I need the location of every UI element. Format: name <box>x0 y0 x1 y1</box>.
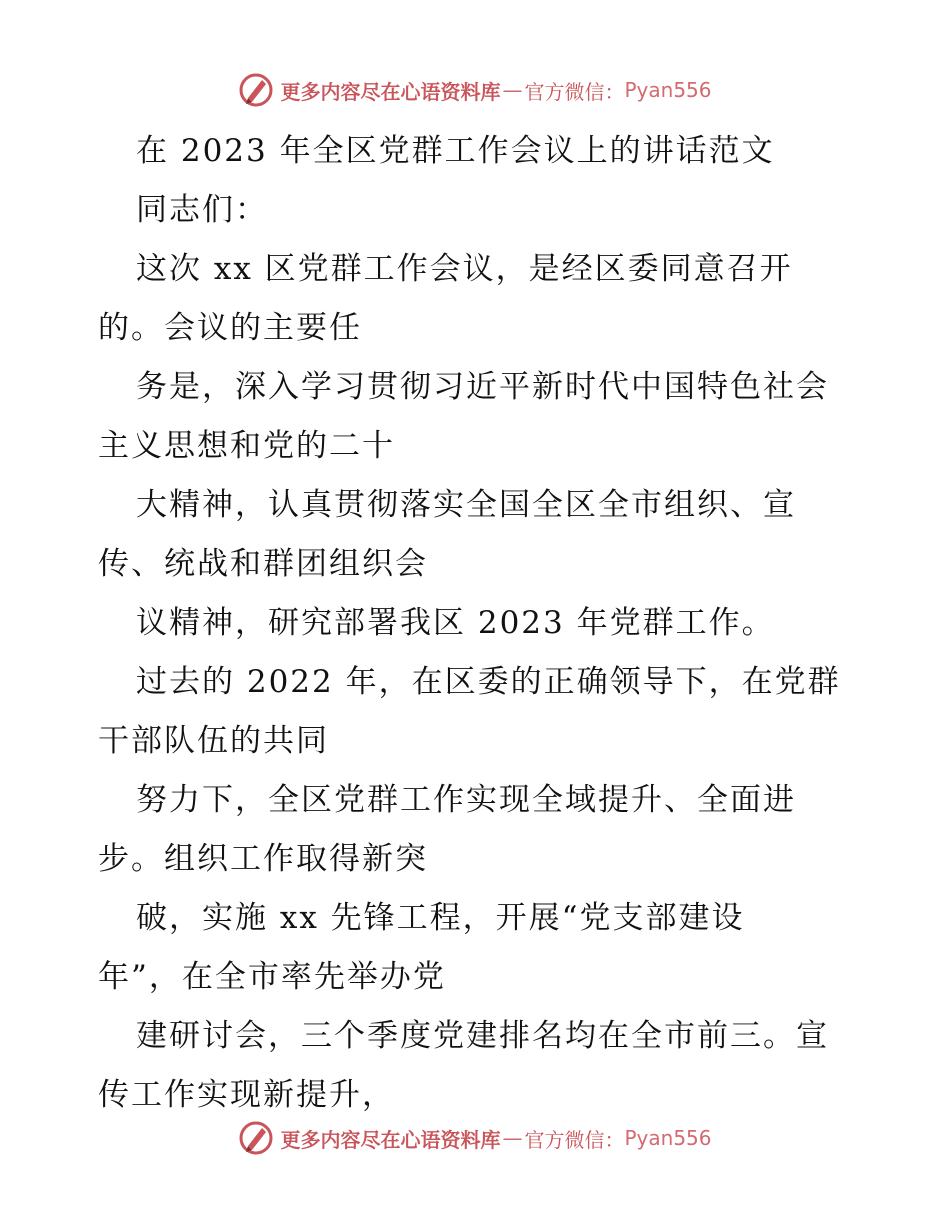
watermark-text <box>280 76 711 105</box>
top-watermark-banner <box>0 70 950 110</box>
text-line: 议精神，研究部署我区 2023 年党群工作。 <box>136 605 775 641</box>
text-line: 步。组织工作取得新突 <box>98 841 428 877</box>
text-line: 干部队伍的共同 <box>98 723 329 759</box>
pen-logo-icon <box>238 72 274 108</box>
watermark-wechat-id: Pyan556 <box>624 78 712 102</box>
text-line: 这次 xx 区党群工作会议，是经区委同意召开 <box>136 251 793 287</box>
text-line: 大精神，认真贯彻落实全国全区全市组织、宣 <box>136 487 796 523</box>
watermark-main-text: 更多内容尽在心语资料库 <box>280 79 501 104</box>
document-body <box>98 122 868 1125</box>
watermark-label: 官方微信： <box>524 79 625 104</box>
watermark-main-text: 更多内容尽在心语资料库 <box>280 1127 501 1152</box>
watermark-separator: — <box>502 78 523 102</box>
text-line: 主义思想和党的二十 <box>98 428 395 464</box>
document-title: 在 2023 年全区党群工作会议上的讲话范文 <box>136 133 775 169</box>
text-line: 年”，在全市率先举办党 <box>98 959 446 995</box>
text-line: 的。会议的主要任 <box>98 310 362 346</box>
watermark-separator: — <box>502 1126 523 1150</box>
salutation: 同志们： <box>136 192 268 228</box>
text-line: 过去的 2022 年，在区委的正确领导下，在党群 <box>136 664 841 700</box>
bottom-watermark-banner <box>0 1118 950 1158</box>
watermark-text <box>280 1124 711 1153</box>
text-line: 努力下，全区党群工作实现全域提升、全面进 <box>136 782 796 818</box>
text-line: 传、统战和群团组织会 <box>98 546 428 582</box>
text-line: 建研讨会，三个季度党建排名均在全市前三。宣 <box>136 1018 829 1054</box>
text-line: 破，实施 xx 先锋工程，开展“党支部建设 <box>136 900 745 936</box>
pen-logo-icon <box>238 1120 274 1156</box>
text-line: 务是，深入学习贯彻习近平新时代中国特色社会 <box>136 369 829 405</box>
text-line: 传工作实现新提升， <box>98 1077 395 1113</box>
watermark-label: 官方微信： <box>524 1127 625 1152</box>
watermark-wechat-id: Pyan556 <box>624 1126 712 1150</box>
